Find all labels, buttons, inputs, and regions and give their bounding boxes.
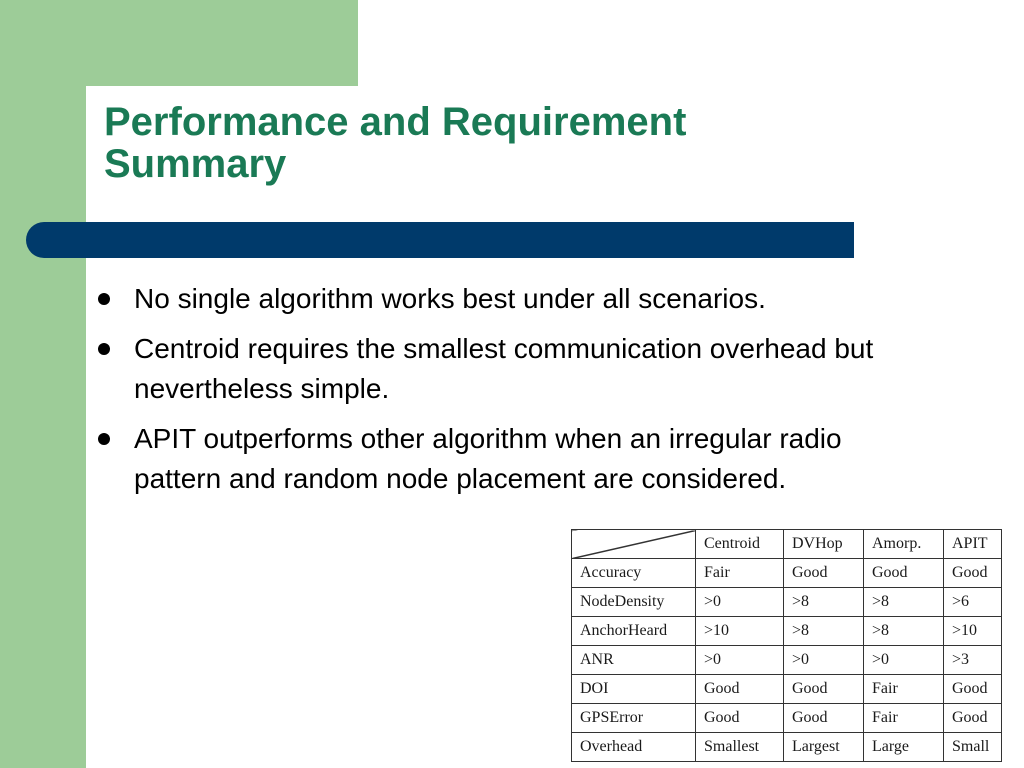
table-cell: >10: [696, 617, 784, 646]
table-header-cell: DVHop: [784, 530, 864, 559]
title-underline-bar: [26, 222, 854, 258]
table-cell: Good: [944, 675, 1002, 704]
green-top-band: [0, 0, 358, 86]
table-cell: Good: [944, 559, 1002, 588]
table-row: [572, 646, 1002, 675]
table-cell: >6: [944, 588, 1002, 617]
table-cell: Good: [696, 675, 784, 704]
table-cell: Good: [696, 704, 784, 733]
row-label: Overhead: [572, 733, 696, 762]
table-cell: Good: [864, 559, 944, 588]
table-cell: Fair: [696, 559, 784, 588]
table-cell: >0: [864, 646, 944, 675]
table-cell: >0: [696, 646, 784, 675]
row-label: AnchorHeard: [572, 617, 696, 646]
table-cell: >3: [944, 646, 1002, 675]
bullet-list: [134, 279, 934, 509]
summary-table: [571, 529, 1002, 762]
table-cell: Largest: [784, 733, 864, 762]
bullet-item: APIT outperforms other algorithm when an irregular radio pattern and random node placement are considered.: [134, 419, 934, 499]
table-cell: Good: [784, 559, 864, 588]
row-label: NodeDensity: [572, 588, 696, 617]
table-cell: Fair: [864, 704, 944, 733]
row-label: ANR: [572, 646, 696, 675]
row-label: DOI: [572, 675, 696, 704]
row-label: GPSError: [572, 704, 696, 733]
table-corner-cell: [572, 530, 696, 559]
table-cell: Small: [944, 733, 1002, 762]
table-header-row: [572, 530, 1002, 559]
row-label: Accuracy: [572, 559, 696, 588]
table-cell: >8: [864, 617, 944, 646]
slide-title: [104, 101, 864, 185]
table-cell: Large: [864, 733, 944, 762]
table-row: [572, 617, 1002, 646]
table-cell: >8: [784, 588, 864, 617]
table-cell: Smallest: [696, 733, 784, 762]
table-row: [572, 588, 1002, 617]
table-cell: >0: [784, 646, 864, 675]
table-header-cell: Amorp.: [864, 530, 944, 559]
summary-table-container: [571, 529, 1002, 762]
green-side-band: [0, 0, 86, 768]
table-cell: Fair: [864, 675, 944, 704]
bullet-item: Centroid requires the smallest communication overhead but nevertheless simple.: [134, 329, 934, 409]
table-cell: Good: [784, 675, 864, 704]
table-row: [572, 675, 1002, 704]
table-cell: Good: [944, 704, 1002, 733]
table-row: [572, 704, 1002, 733]
table-header-cell: APIT: [944, 530, 1002, 559]
table-cell: >8: [784, 617, 864, 646]
table-cell: >0: [696, 588, 784, 617]
table-cell: >10: [944, 617, 1002, 646]
slide-title-line-2: Summary: [104, 142, 287, 186]
table-header-cell: Centroid: [696, 530, 784, 559]
slide-title-line-1: Performance and Requirement: [104, 100, 687, 144]
table-cell: >8: [864, 588, 944, 617]
bullet-item: No single algorithm works best under all scenarios.: [134, 279, 934, 319]
table-row: [572, 559, 1002, 588]
table-cell: Good: [784, 704, 864, 733]
table-row: [572, 733, 1002, 762]
